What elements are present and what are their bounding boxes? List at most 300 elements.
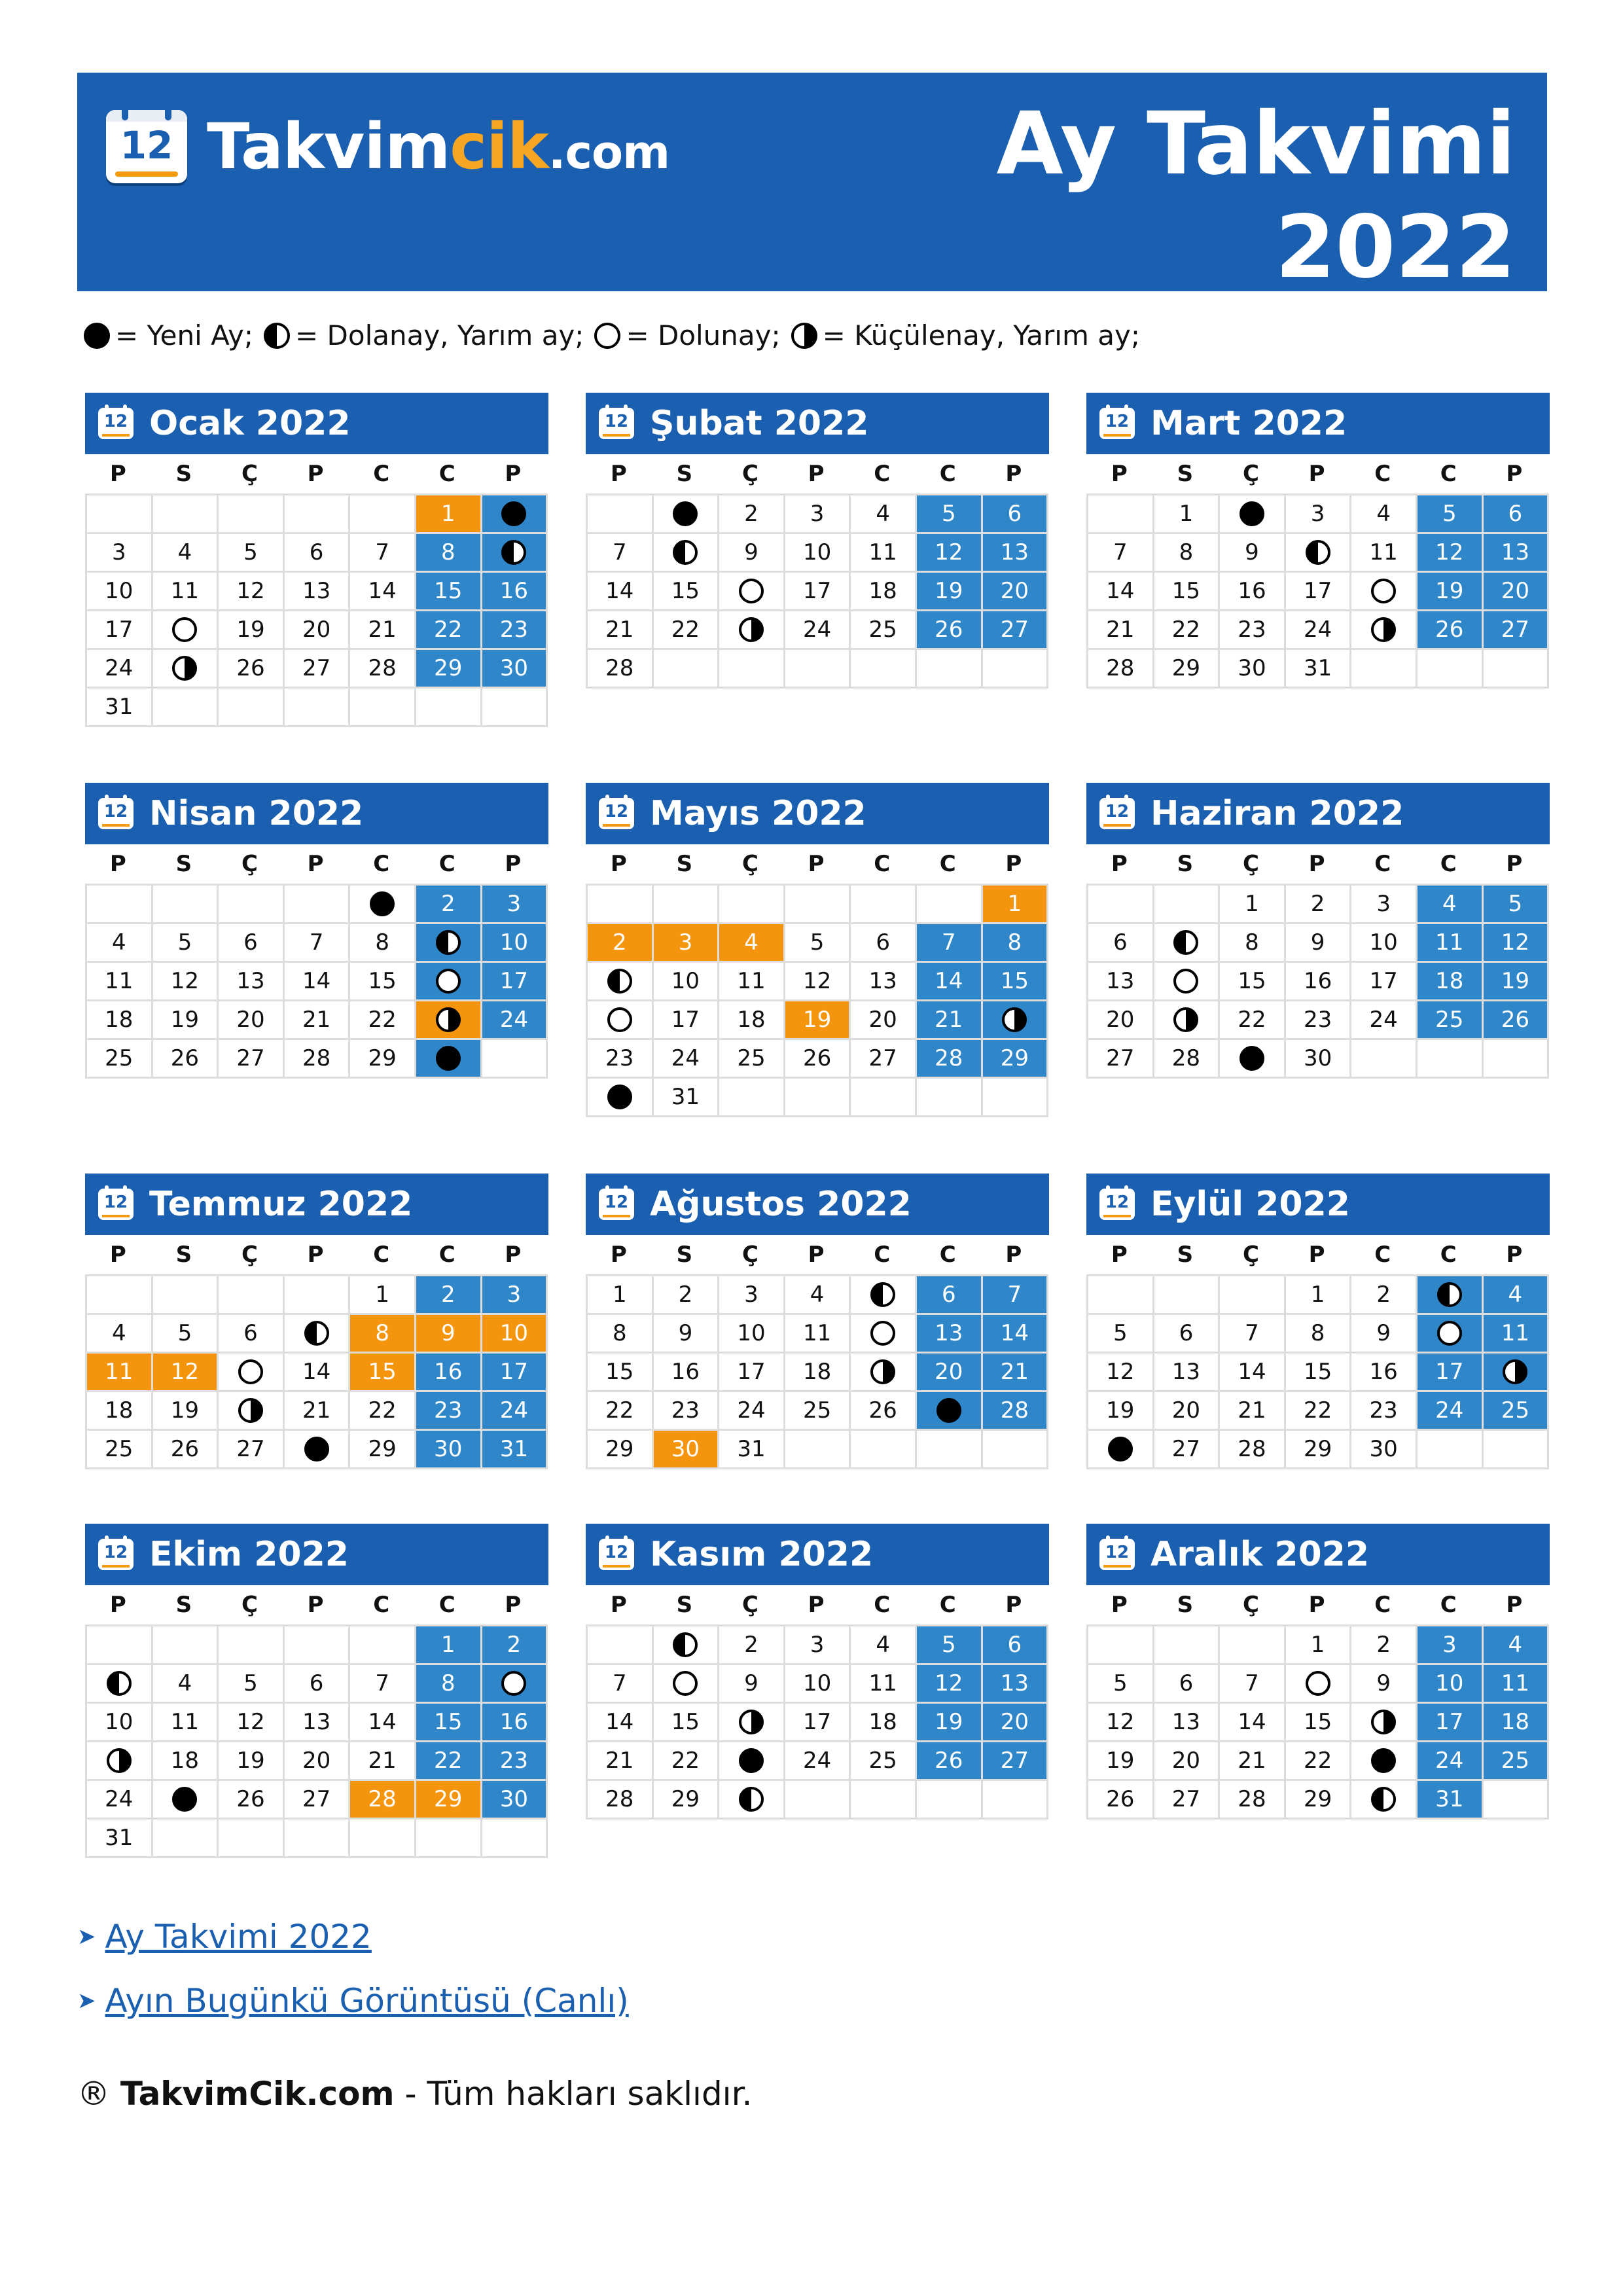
day-cell: 20 — [285, 1742, 351, 1781]
empty-cell — [1220, 1276, 1286, 1315]
empty-cell — [285, 886, 351, 924]
day-cell: 7 — [1220, 1665, 1286, 1704]
empty-cell — [1484, 1431, 1550, 1469]
month-name: Aralık 2022 — [1150, 1535, 1370, 1574]
day-cell: 24 — [785, 611, 851, 650]
day-cell: 1 — [1286, 1626, 1352, 1665]
day-grid — [586, 493, 1048, 689]
day-cell: 19 — [219, 1742, 285, 1781]
day-cell — [654, 495, 720, 534]
day-cell: 5 — [153, 924, 219, 963]
new-moon-icon — [936, 1398, 961, 1423]
day-cell: 18 — [785, 1354, 851, 1392]
day-cell: 23 — [482, 1742, 548, 1781]
day-cell: 15 — [654, 1704, 720, 1742]
empty-cell — [917, 650, 983, 689]
first-quarter-moon-icon — [607, 969, 632, 994]
day-cell: 4 — [719, 924, 785, 963]
empty-cell — [350, 1820, 416, 1858]
day-cell: 19 — [219, 611, 285, 650]
day-cell — [153, 1781, 219, 1820]
weekday-label: P — [808, 1592, 825, 1618]
empty-cell — [285, 689, 351, 727]
day-cell: 26 — [153, 1431, 219, 1469]
day-cell: 31 — [719, 1431, 785, 1469]
day-cell — [482, 1665, 548, 1704]
day-cell: 10 — [87, 573, 153, 611]
weekday-label: P — [610, 1592, 627, 1618]
empty-cell — [482, 1820, 548, 1858]
empty-cell — [87, 886, 153, 924]
day-cell: 27 — [219, 1040, 285, 1079]
day-cell: 26 — [219, 1781, 285, 1820]
weekday-label: P — [307, 1242, 324, 1268]
day-cell: 5 — [1418, 495, 1484, 534]
day-cell: 31 — [87, 1820, 153, 1858]
full-moon-icon — [501, 1671, 526, 1696]
arrow-icon: ➤ — [77, 1924, 96, 1950]
day-cell: 7 — [1220, 1315, 1286, 1354]
day-cell: 30 — [482, 1781, 548, 1820]
weekday-label: C — [1374, 1592, 1391, 1618]
day-cell — [1220, 1040, 1286, 1079]
day-cell: 21 — [1220, 1742, 1286, 1781]
day-cell: 10 — [1418, 1665, 1484, 1704]
new-moon-icon — [739, 1748, 764, 1773]
day-cell: 14 — [917, 963, 983, 1001]
day-cell: 13 — [1154, 1354, 1221, 1392]
day-cell: 28 — [350, 650, 416, 689]
day-cell: 11 — [87, 963, 153, 1001]
day-cell: 31 — [1418, 1781, 1484, 1820]
weekday-label: C — [874, 851, 891, 877]
empty-cell — [1418, 1431, 1484, 1469]
day-cell: 2 — [719, 495, 785, 534]
weekday-label: P — [109, 1592, 126, 1618]
empty-cell — [1088, 495, 1154, 534]
day-cell — [1286, 534, 1352, 573]
last-quarter-moon-icon — [739, 1710, 764, 1734]
day-cell: 25 — [1484, 1742, 1550, 1781]
month-name: Şubat 2022 — [650, 404, 869, 443]
day-cell — [1220, 495, 1286, 534]
month-name: Mart 2022 — [1150, 404, 1347, 443]
day-cell: 28 — [350, 1781, 416, 1820]
empty-cell — [1154, 886, 1221, 924]
day-cell: 6 — [1484, 495, 1550, 534]
empty-cell — [785, 1781, 851, 1820]
empty-cell — [219, 1626, 285, 1665]
first-quarter-moon-icon — [1306, 540, 1330, 565]
day-cell: 1 — [416, 1626, 482, 1665]
weekday-label: P — [307, 1592, 324, 1618]
day-cell: 19 — [153, 1001, 219, 1040]
day-cell: 14 — [983, 1315, 1049, 1354]
day-cell: 23 — [588, 1040, 654, 1079]
day-cell: 17 — [482, 963, 548, 1001]
weekday-label: P — [1506, 1592, 1523, 1618]
first-quarter-moon-icon — [870, 1282, 895, 1307]
calendar-icon: 12 — [599, 1189, 634, 1220]
day-grid — [85, 1624, 548, 1858]
day-cell: 9 — [1351, 1315, 1418, 1354]
day-cell: 24 — [1418, 1742, 1484, 1781]
day-cell: 21 — [983, 1354, 1049, 1392]
day-cell: 8 — [983, 924, 1049, 963]
day-cell: 6 — [1088, 924, 1154, 963]
empty-cell — [851, 650, 917, 689]
day-cell: 14 — [350, 573, 416, 611]
empty-cell — [1154, 1626, 1221, 1665]
day-cell: 22 — [654, 611, 720, 650]
day-cell: 10 — [785, 1665, 851, 1704]
day-cell: 21 — [588, 611, 654, 650]
month-title — [85, 783, 548, 844]
first-quarter-moon-icon — [1437, 1282, 1462, 1307]
day-cell: 14 — [1220, 1704, 1286, 1742]
day-cell: 4 — [87, 1315, 153, 1354]
day-cell: 9 — [719, 1665, 785, 1704]
day-cell: 3 — [1286, 495, 1352, 534]
empty-cell — [719, 1079, 785, 1117]
day-cell: 20 — [285, 611, 351, 650]
day-cell: 1 — [588, 1276, 654, 1315]
day-cell: 26 — [1418, 611, 1484, 650]
day-cell — [719, 1704, 785, 1742]
month-title — [586, 783, 1049, 844]
day-cell: 14 — [350, 1704, 416, 1742]
last-quarter-moon-icon — [172, 656, 197, 681]
weekday-label: S — [1177, 851, 1194, 877]
day-cell: 19 — [1088, 1392, 1154, 1431]
calendar-icon: 12 — [1099, 1539, 1135, 1570]
day-cell: 3 — [482, 886, 548, 924]
weekday-label: P — [505, 1592, 522, 1618]
last-quarter-moon-icon — [739, 617, 764, 642]
day-cell: 16 — [482, 573, 548, 611]
weekday-header — [85, 1235, 548, 1274]
day-cell — [219, 1392, 285, 1431]
day-cell: 11 — [851, 1665, 917, 1704]
day-cell: 19 — [785, 1001, 851, 1040]
first-quarter-moon-icon — [1371, 1787, 1396, 1812]
day-cell: 9 — [416, 1315, 482, 1354]
day-cell: 8 — [1154, 534, 1221, 573]
day-cell: 8 — [350, 924, 416, 963]
empty-cell — [350, 495, 416, 534]
empty-cell — [1484, 1040, 1550, 1079]
footer-links — [77, 1918, 629, 2046]
month-title — [586, 393, 1049, 454]
day-cell — [1154, 1001, 1221, 1040]
day-cell: 7 — [350, 1665, 416, 1704]
day-cell: 8 — [350, 1315, 416, 1354]
day-cell: 23 — [654, 1392, 720, 1431]
empty-cell — [285, 495, 351, 534]
full-moon-icon — [870, 1321, 895, 1346]
day-cell: 18 — [719, 1001, 785, 1040]
new-moon-icon — [1240, 1046, 1264, 1071]
day-cell: 20 — [1154, 1742, 1221, 1781]
weekday-header — [85, 454, 548, 493]
day-cell: 28 — [285, 1040, 351, 1079]
day-cell: 26 — [1484, 1001, 1550, 1040]
full-moon-icon — [172, 617, 197, 642]
weekday-label: P — [1506, 1242, 1523, 1268]
full-moon-icon — [1306, 1671, 1330, 1696]
day-cell: 1 — [1220, 886, 1286, 924]
weekday-label: C — [373, 1242, 390, 1268]
calendar-icon: 12 — [599, 1539, 634, 1570]
day-cell: 29 — [350, 1431, 416, 1469]
day-cell: 29 — [983, 1040, 1049, 1079]
day-cell: 29 — [654, 1781, 720, 1820]
empty-cell — [785, 650, 851, 689]
empty-cell — [153, 1820, 219, 1858]
weekday-label: P — [808, 461, 825, 487]
month-calendar — [77, 1174, 548, 1469]
weekday-label: S — [175, 1592, 192, 1618]
day-cell: 25 — [87, 1431, 153, 1469]
weekday-label: Ç — [1243, 1242, 1259, 1268]
day-cell — [87, 1742, 153, 1781]
day-cell: 27 — [983, 1742, 1049, 1781]
empty-cell — [87, 1276, 153, 1315]
weekday-label: C — [939, 1242, 956, 1268]
weekday-header — [1086, 1585, 1550, 1624]
day-cell: 24 — [482, 1392, 548, 1431]
day-cell: 25 — [87, 1040, 153, 1079]
day-cell: 12 — [219, 1704, 285, 1742]
weekday-header — [85, 844, 548, 884]
empty-cell — [416, 1820, 482, 1858]
day-cell: 25 — [719, 1040, 785, 1079]
weekday-label: P — [1005, 461, 1022, 487]
empty-cell — [219, 1276, 285, 1315]
day-cell: 27 — [1484, 611, 1550, 650]
day-cell: 11 — [153, 573, 219, 611]
day-cell: 14 — [285, 963, 351, 1001]
day-cell: 12 — [153, 963, 219, 1001]
calendar-icon: 12 — [1099, 1189, 1135, 1220]
day-cell: 23 — [1351, 1392, 1418, 1431]
day-cell: 9 — [1351, 1665, 1418, 1704]
link-ay-goruntusu[interactable] — [77, 1982, 629, 2020]
legend-label: = Küçülenay, Yarım ay; — [822, 319, 1140, 351]
day-cell — [1418, 1315, 1484, 1354]
day-cell — [416, 963, 482, 1001]
day-cell: 22 — [416, 1742, 482, 1781]
day-cell: 6 — [983, 495, 1049, 534]
weekday-label: C — [1440, 461, 1457, 487]
first-quarter-moon-icon — [501, 540, 526, 565]
month-calendar — [1079, 783, 1550, 1079]
day-cell: 21 — [285, 1392, 351, 1431]
empty-cell — [588, 886, 654, 924]
new-moon-icon — [436, 1046, 461, 1071]
day-cell: 30 — [1220, 650, 1286, 689]
day-cell: 27 — [285, 650, 351, 689]
day-cell: 8 — [416, 534, 482, 573]
arrow-icon: ➤ — [77, 1988, 96, 2014]
link-text[interactable]: Ayın Bugünkü Görüntüsü (Canlı) — [105, 1982, 629, 2020]
empty-cell — [1088, 886, 1154, 924]
day-cell: 5 — [917, 1626, 983, 1665]
day-cell: 29 — [1286, 1781, 1352, 1820]
day-cell: 19 — [1484, 963, 1550, 1001]
weekday-label: P — [109, 851, 126, 877]
weekday-label: P — [610, 851, 627, 877]
day-cell: 25 — [785, 1392, 851, 1431]
weekday-label: P — [109, 1242, 126, 1268]
day-cell: 14 — [285, 1354, 351, 1392]
day-cell: 3 — [719, 1276, 785, 1315]
day-cell — [851, 1315, 917, 1354]
day-cell: 13 — [983, 534, 1049, 573]
day-cell: 18 — [153, 1742, 219, 1781]
day-cell: 2 — [1351, 1276, 1418, 1315]
weekday-header — [586, 454, 1049, 493]
weekday-label: Ç — [1243, 461, 1259, 487]
day-cell: 1 — [350, 1276, 416, 1315]
full-moon-icon — [1173, 969, 1198, 994]
day-cell: 2 — [416, 1276, 482, 1315]
month-title — [586, 1174, 1049, 1235]
full-moon-icon — [607, 1007, 632, 1032]
weekday-label: P — [1308, 461, 1325, 487]
weekday-label: P — [1005, 851, 1022, 877]
day-cell: 12 — [1484, 924, 1550, 963]
day-cell: 4 — [851, 495, 917, 534]
month-name: Kasım 2022 — [650, 1535, 874, 1574]
day-cell: 26 — [917, 611, 983, 650]
empty-cell — [917, 886, 983, 924]
day-cell: 2 — [1286, 886, 1352, 924]
weekday-label: P — [505, 461, 522, 487]
empty-cell — [285, 1626, 351, 1665]
day-cell — [588, 963, 654, 1001]
new-moon-icon — [1240, 501, 1264, 526]
day-cell: 20 — [917, 1354, 983, 1392]
day-cell — [588, 1001, 654, 1040]
full-moon-icon — [436, 969, 461, 994]
day-cell: 17 — [87, 611, 153, 650]
day-cell — [1286, 1665, 1352, 1704]
weekday-label: P — [1506, 461, 1523, 487]
weekday-label: P — [1308, 1242, 1325, 1268]
weekday-header — [85, 1585, 548, 1624]
month-calendar — [578, 393, 1049, 689]
day-cell: 31 — [1286, 650, 1352, 689]
weekday-label: P — [505, 1242, 522, 1268]
empty-cell — [350, 1626, 416, 1665]
day-cell: 22 — [588, 1392, 654, 1431]
day-cell: 16 — [654, 1354, 720, 1392]
month-title — [1086, 393, 1550, 454]
day-cell: 26 — [851, 1392, 917, 1431]
day-grid — [1086, 493, 1549, 689]
month-name: Ağustos 2022 — [650, 1185, 912, 1224]
weekday-label: P — [1111, 1242, 1128, 1268]
day-cell: 15 — [654, 573, 720, 611]
weekday-header — [1086, 1235, 1550, 1274]
weekday-label: Ç — [1243, 851, 1259, 877]
empty-cell — [285, 1820, 351, 1858]
day-cell — [1418, 1276, 1484, 1315]
day-cell: 23 — [482, 611, 548, 650]
day-cell — [851, 1276, 917, 1315]
day-cell: 16 — [1220, 573, 1286, 611]
day-cell: 24 — [1286, 611, 1352, 650]
day-cell: 29 — [588, 1431, 654, 1469]
empty-cell — [219, 1820, 285, 1858]
day-cell: 6 — [917, 1276, 983, 1315]
day-cell: 4 — [153, 1665, 219, 1704]
day-cell: 27 — [851, 1040, 917, 1079]
day-cell: 3 — [482, 1276, 548, 1315]
day-cell: 24 — [654, 1040, 720, 1079]
weekday-label: C — [373, 461, 390, 487]
day-cell: 20 — [983, 573, 1049, 611]
day-cell: 3 — [785, 495, 851, 534]
day-cell: 9 — [1220, 534, 1286, 573]
empty-cell — [1484, 650, 1550, 689]
month-name: Nisan 2022 — [149, 794, 364, 833]
link-text[interactable]: Ay Takvimi 2022 — [105, 1918, 372, 1956]
day-cell: 30 — [1351, 1431, 1418, 1469]
full-moon-icon — [673, 1671, 698, 1696]
weekday-header — [586, 1235, 1049, 1274]
empty-cell — [482, 689, 548, 727]
full-moon-icon — [1371, 579, 1396, 603]
empty-cell — [588, 1626, 654, 1665]
day-cell: 7 — [1088, 534, 1154, 573]
link-ay-takvimi[interactable] — [77, 1918, 629, 1956]
day-cell: 2 — [719, 1626, 785, 1665]
day-cell: 22 — [1286, 1392, 1352, 1431]
empty-cell — [1418, 650, 1484, 689]
weekday-header — [1086, 454, 1550, 493]
day-cell: 13 — [917, 1315, 983, 1354]
day-cell: 24 — [1351, 1001, 1418, 1040]
last-quarter-icon — [791, 323, 817, 349]
page-header — [77, 73, 1547, 298]
day-cell: 11 — [1351, 534, 1418, 573]
day-grid — [85, 884, 548, 1079]
day-cell — [1351, 1742, 1418, 1781]
site-logo[interactable] — [106, 110, 669, 183]
day-cell: 27 — [219, 1431, 285, 1469]
day-cell — [1351, 1781, 1418, 1820]
day-cell: 12 — [1088, 1354, 1154, 1392]
day-cell — [1484, 1354, 1550, 1392]
weekday-label: S — [676, 1592, 693, 1618]
month-title — [85, 393, 548, 454]
weekday-label: C — [438, 851, 455, 877]
day-grid — [586, 1274, 1048, 1469]
day-cell: 18 — [1484, 1704, 1550, 1742]
empty-cell — [350, 689, 416, 727]
day-cell: 6 — [285, 534, 351, 573]
last-quarter-moon-icon — [107, 1748, 132, 1773]
calendar-icon: 12 — [106, 110, 187, 183]
weekday-label: Ç — [241, 851, 258, 877]
day-cell: 19 — [917, 573, 983, 611]
weekday-header — [586, 1585, 1049, 1624]
day-cell: 17 — [1286, 573, 1352, 611]
empty-cell — [983, 1079, 1049, 1117]
day-cell: 23 — [1220, 611, 1286, 650]
